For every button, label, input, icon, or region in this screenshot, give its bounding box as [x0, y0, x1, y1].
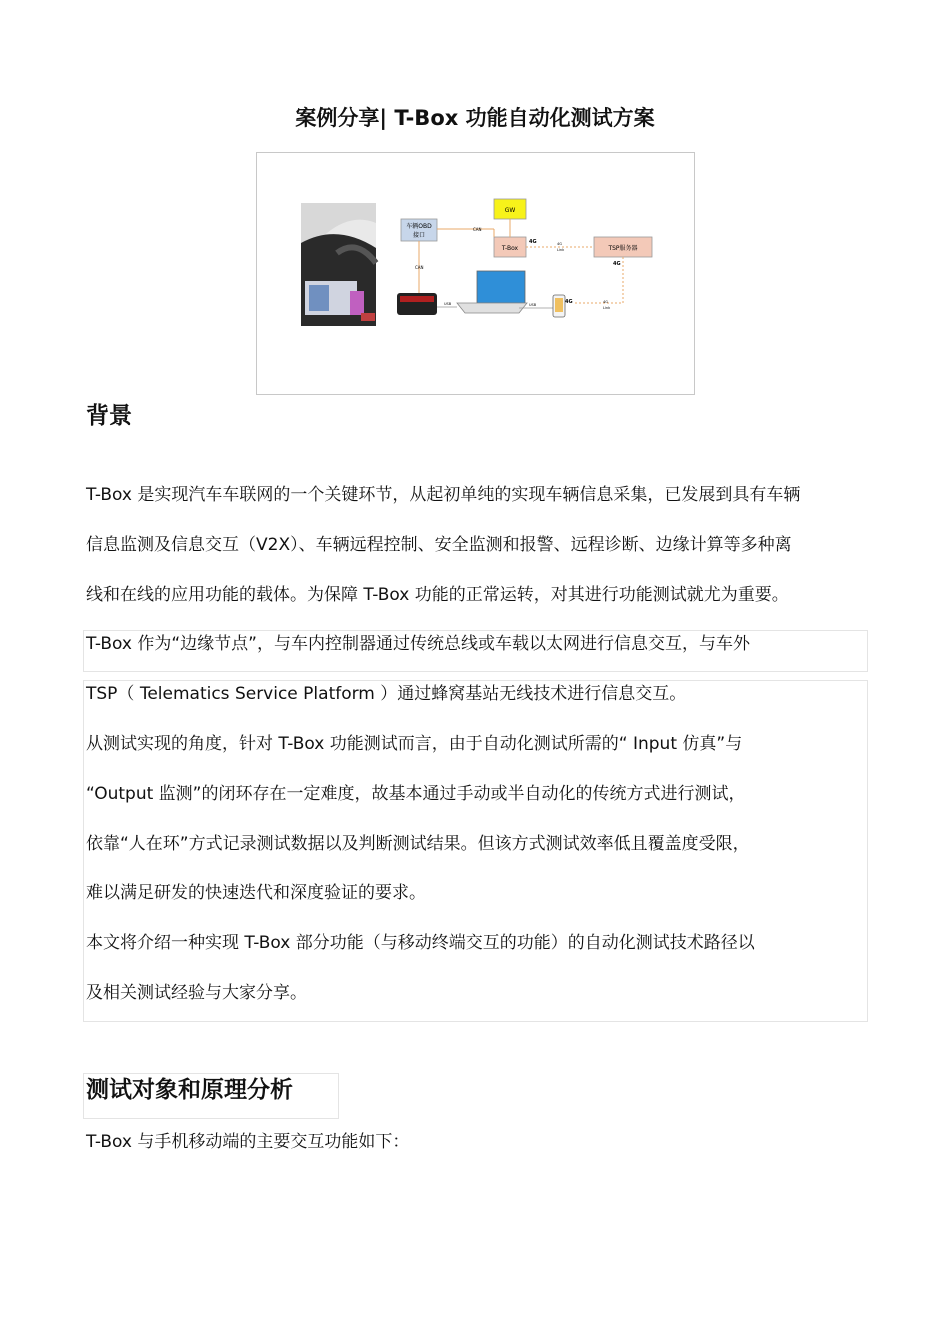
phone-icon: [553, 295, 565, 317]
section-heading-background: 背景: [86, 403, 132, 429]
usb-label-1: USB: [444, 302, 452, 306]
architecture-diagram: [257, 153, 694, 394]
paragraph-line: “Output 监测”的闭环存在一定难度，故基本通过手动或半自动化的传统方式进行测试，: [86, 784, 746, 804]
page-title: 案例分享| T-Box 功能自动化测试方案: [295, 106, 655, 130]
laptop-icon: [457, 271, 527, 313]
intro-line: T-Box 与手机移动端的主要交互功能如下：: [86, 1132, 410, 1152]
can-label-1: CAN: [473, 227, 482, 232]
section-heading-analysis: 测试对象和原理分析: [86, 1077, 293, 1103]
can-interface-device-icon: [397, 293, 437, 315]
paragraph-line: 依靠“人在环”方式记录测试数据以及判断测试结果。但该方式测试效率低且覆盖度受限，: [86, 834, 750, 854]
paragraph-line: TSP（ Telematics Service Platform ）通过蜂窝基站无线技术进行信息交互。: [86, 684, 687, 704]
4g-icon-tbox: 4G: [529, 239, 537, 245]
paragraph-line: 线和在线的应用功能的载体。为保障 T-Box 功能的正常运转，对其进行功能测试就尤为重要。: [86, 585, 789, 605]
can-label-2: CAN: [415, 265, 424, 270]
4g-icon-phone: 4G: [565, 299, 573, 305]
car-interior-photo: [301, 203, 376, 326]
4g-icon-tsp: 4G: [613, 261, 621, 267]
gw-label: GW: [504, 207, 516, 214]
paragraph-line: T-Box 作为“边缘节点”，与车内控制器通过传统总线或车载以太网进行信息交互，与车外: [86, 634, 750, 654]
usb-label-2: USB: [529, 303, 537, 307]
link-label-2b: Link: [603, 306, 611, 310]
obd-label-2: 接口: [412, 232, 426, 239]
paragraph-line: 及相关测试经验与大家分享。: [86, 983, 307, 1003]
paragraph-line: 本文将介绍一种实现 T-Box 部分功能（与移动终端交互的功能）的自动化测试技术路径以: [86, 933, 755, 953]
paragraph-line: 从测试实现的角度，针对 T-Box 功能测试而言，由于自动化测试所需的“ Input 仿真”与: [86, 734, 743, 754]
link-label-1: 4G: [557, 242, 562, 246]
link-label-2: 4G: [603, 300, 608, 304]
obd-label: 车辆OBD: [406, 223, 432, 230]
link-label-1b: Link: [557, 248, 565, 252]
paragraph-line: T-Box 是实现汽车车联网的一个关键环节，从起初单纯的实现车辆信息采集，已发展到具有车辆: [86, 485, 801, 505]
tsp-label: TSP服务器: [608, 245, 638, 252]
tbox-architecture-figure: [256, 152, 695, 395]
paragraph-line: 信息监测及信息交互（V2X）、车辆远程控制、安全监测和报警、远程诊断、边缘计算等多种离: [86, 535, 792, 555]
tbox-label: T-Box: [501, 245, 519, 252]
paragraph-line: 难以满足研发的快速迭代和深度验证的要求。: [86, 883, 426, 903]
